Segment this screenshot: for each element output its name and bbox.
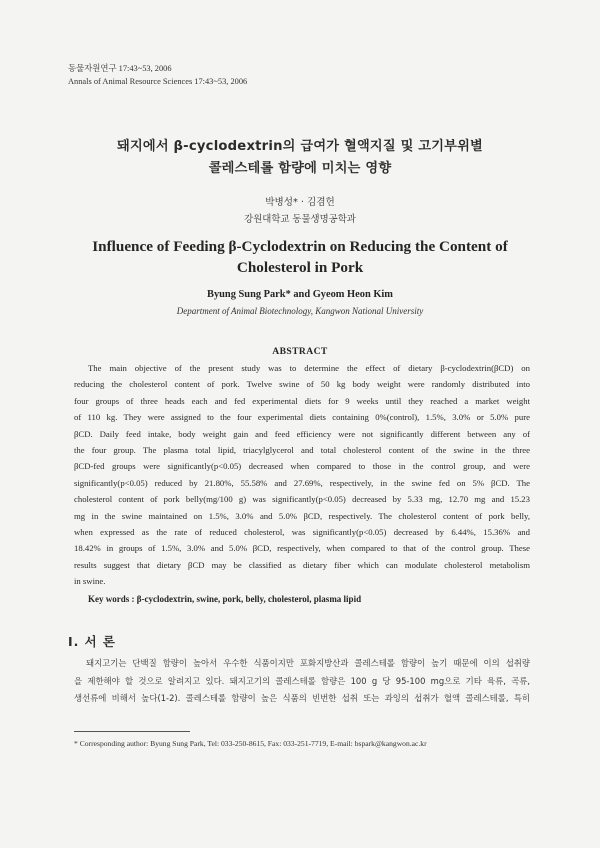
- korean-affiliation: 강원대학교 동물생명공학과: [244, 214, 356, 225]
- abstract-line: 18.42% in groups of 1.5%, 3.0% and 5.0% βCD, respectively, when compared to that of the control group. These: [74, 543, 530, 554]
- english-affiliation: Department of Animal Biotechnology, Kangwon National University: [176, 306, 424, 316]
- korean-title-line-1: 돼지에서 β-cyclodextrin의 급여가 혈액지질 및 고기부위별: [117, 139, 483, 154]
- journal-header: [68, 62, 247, 88]
- introduction-line: 돼지고기는 단백질 함량이 높아서 우수한 식품이지만 포화지방산과 콜레스테롤 함량이 높기 때문에 이의 섭취량: [86, 658, 530, 668]
- abstract-line: mg in the swine maintained on 1.5%, 3.0% and 5.0% βCD, respectively. The cholesterol content of pork belly,: [74, 510, 530, 521]
- section-heading-introduction: Ⅰ. 서 론: [68, 634, 116, 649]
- introduction-line: 을 제한해야 할 것으로 알려지고 있다. 돼지고기의 콜레스테롤 함량은 100 g 당 95-100 mg으로 기타 육류, 곡류,: [74, 675, 530, 686]
- keywords: Key words : β-cyclodextrin, swine, pork, belly, cholesterol, plasma lipid: [88, 594, 362, 604]
- abstract-line: βCD-fed groups were significantly(p<0.05) decreased when compared to those in the control group, and were: [74, 461, 530, 472]
- english-authors: Byung Sung Park* and Gyeom Heon Kim: [207, 289, 393, 300]
- abstract-line: significantly(p<0.05) reduced by 21.80%, 55.58% and 27.69%, respectively, in the swine fed on 5% βCD. The: [74, 477, 530, 488]
- abstract-line: four groups of three heads each and fed experimental diets for 9 weeks until they reached a market weight: [74, 395, 530, 406]
- english-title-line-1: Influence of Feeding β-Cyclodextrin on Reducing the Content of: [92, 238, 508, 255]
- abstract-line: the four group. The plasma total lipid, triacylglycerol and total cholesterol content of the swine in the three: [74, 445, 530, 456]
- introduction-body: [74, 655, 530, 708]
- corresponding-author-footnote: * Corresponding author: Byung Sung Park, Tel: 033-250-8615, Fax: 033-251-7719, E-mail: bspark@kangwon.ac.kr: [74, 739, 427, 748]
- abstract-line: results suggest that dietary βCD may be classified as dietary fiber which can modulate cholesterol metabolism: [74, 559, 530, 570]
- abstract-line: when expressed as the rate of reduced cholesterol, was significantly(p<0.05) decreased by 6.44%, 15.36% and: [74, 527, 530, 538]
- journal-citation-en: Annals of Animal Resource Sciences 17:43~53, 2006: [68, 77, 248, 86]
- abstract-line: reducing the cholesterol content of pork. Twelve swine of 50 kg body weight were randomly distributed into: [74, 379, 530, 390]
- abstract-body: [74, 360, 530, 590]
- korean-authors: 박병성* · 김겸헌: [265, 197, 335, 208]
- korean-title-line-2: 콜레스테롤 함량에 미치는 영향: [208, 161, 392, 176]
- abstract-line: The main objective of the present study was to determine the effect of dietary β-cyclodextrin(βCD) on: [88, 363, 530, 373]
- abstract-line: cholesterol content of pork belly(mg/100 g) was significantly(p<0.05) decreased by 5.33 mg, 12.70 mg and 15.23: [74, 494, 530, 505]
- footnote-divider: [74, 731, 190, 732]
- introduction-line: 생선류에 비해서 높다(1-2). 콜레스테롤 함량이 높은 식품의 빈번한 섭취 또는 과잉의 섭취가 혈액 콜레스테롤, 특히: [74, 693, 530, 704]
- journal-citation-kr: 동물자원연구 17:43~53, 2006: [68, 64, 172, 73]
- abstract-heading: ABSTRACT: [272, 346, 328, 357]
- abstract-line: βCD. Daily feed intake, body weight gain and feed efficiency were not significantly different between any of: [74, 428, 530, 439]
- abstract-line: in swine.: [74, 576, 106, 587]
- abstract-line: of 110 kg. They were assigned to the four experimental diets containing 0%(control), 1.5%, 3.0% or 5.0% pure: [74, 412, 530, 423]
- english-title-line-2: Cholesterol in Pork: [236, 259, 364, 276]
